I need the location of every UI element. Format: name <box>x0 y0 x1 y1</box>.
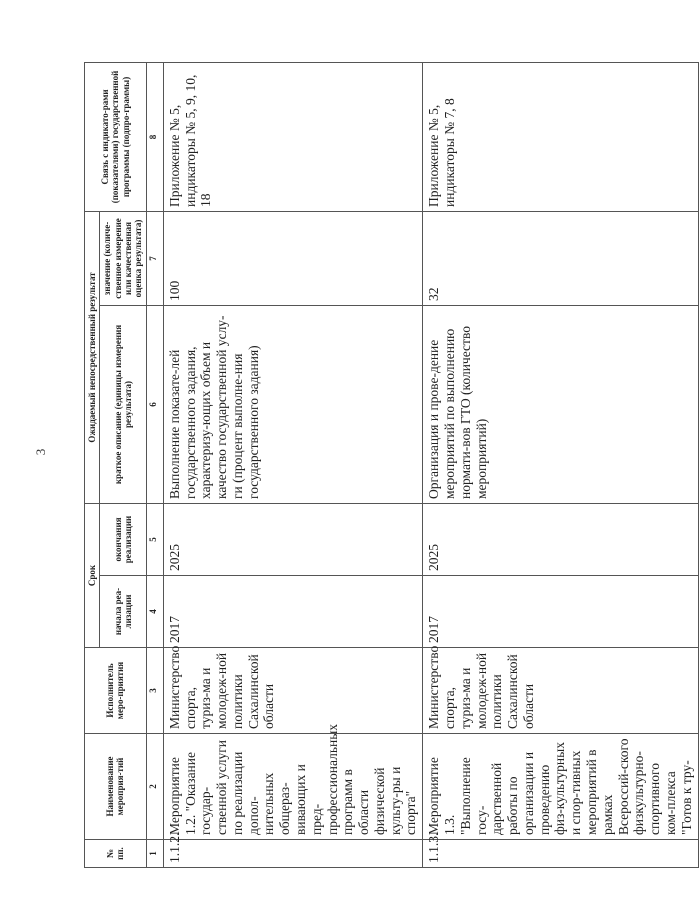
column-number: 1 <box>146 840 163 868</box>
event-executor: Министерство спорта, туриз-ма и молодеж-ной политики Сахалинской области <box>423 648 698 734</box>
column-number: 7 <box>146 211 163 305</box>
header-row-1 <box>85 62 100 867</box>
column-number-row <box>146 62 163 867</box>
column-number: 5 <box>146 503 163 575</box>
table-row <box>423 62 698 867</box>
event-end-year: 2025 <box>423 503 698 575</box>
table-row <box>163 62 423 867</box>
expected-description: Организация и прове-дение мероприятий по выполнению нормати-вов ГТО (количество мероприятий) <box>423 305 698 503</box>
event-start-year: 2017 <box>163 576 423 648</box>
event-name: Мероприятие 1.3. "Выполнение госу-дарственной работы по организации и проведению физ-культурных и спор-тивных мероприятий в рамках Всероссий-ского физкультурно-спортивного ком-плекса "Готов к тру- <box>423 734 698 840</box>
column-number: 6 <box>146 305 163 503</box>
header-executor: Исполнитель меро-приятия <box>85 648 147 734</box>
event-executor: Министерство спорта, туриз-ма и молодеж-ной политики Сахалинской области <box>163 648 423 734</box>
expected-description: Выполнение показате-лей государственного задания, характеризу-ющих объем и качество государственной услу-ги (процент выполне-ния государственного задания) <box>163 305 423 503</box>
column-number: 8 <box>146 62 163 211</box>
header-term-end: окончания реализации <box>100 503 146 575</box>
indicator-link: Приложение № 5, индикаторы № 5, 9, 10, 18 <box>163 62 423 211</box>
row-number: 1.1.2. <box>163 840 423 868</box>
header-term: Срок <box>85 503 100 647</box>
header-name: Наименование мероприя-тий <box>85 734 147 840</box>
header-term-start: начала реа-лизации <box>100 576 146 648</box>
event-start-year: 2017 <box>423 576 698 648</box>
header-link: Связь с индикато-рами (показателями) государственной программы (подпро-граммы) <box>85 62 147 211</box>
event-name: Мероприятие 1.2. "Оказание государ-ственной услуги по реализации допол-нительных общераз-вивающих и пред-профессиональных программ в области физической культу-ры и спорта" <box>163 734 423 840</box>
events-table <box>84 62 699 868</box>
expected-value: 100 <box>163 211 423 305</box>
header-num: № пп. <box>85 840 147 868</box>
indicator-link: Приложение № 5, индикаторы № 7, 8 <box>423 62 698 211</box>
page-number: 3 <box>33 448 48 456</box>
header-expected-value: значение (количе-ственное измерение или качественная оценка результата) <box>100 211 146 305</box>
column-number: 4 <box>146 576 163 648</box>
event-end-year: 2025 <box>163 503 423 575</box>
expected-value: 32 <box>423 211 698 305</box>
column-number: 3 <box>146 648 163 734</box>
header-expected: Ожидаемый непосредственный результат <box>85 211 100 503</box>
header-expected-desc: краткое описание (единицы измерения результата) <box>100 305 146 503</box>
row-number: 1.1.3. <box>423 840 698 868</box>
rotated-table-wrapper <box>84 63 694 868</box>
column-number: 2 <box>146 734 163 840</box>
